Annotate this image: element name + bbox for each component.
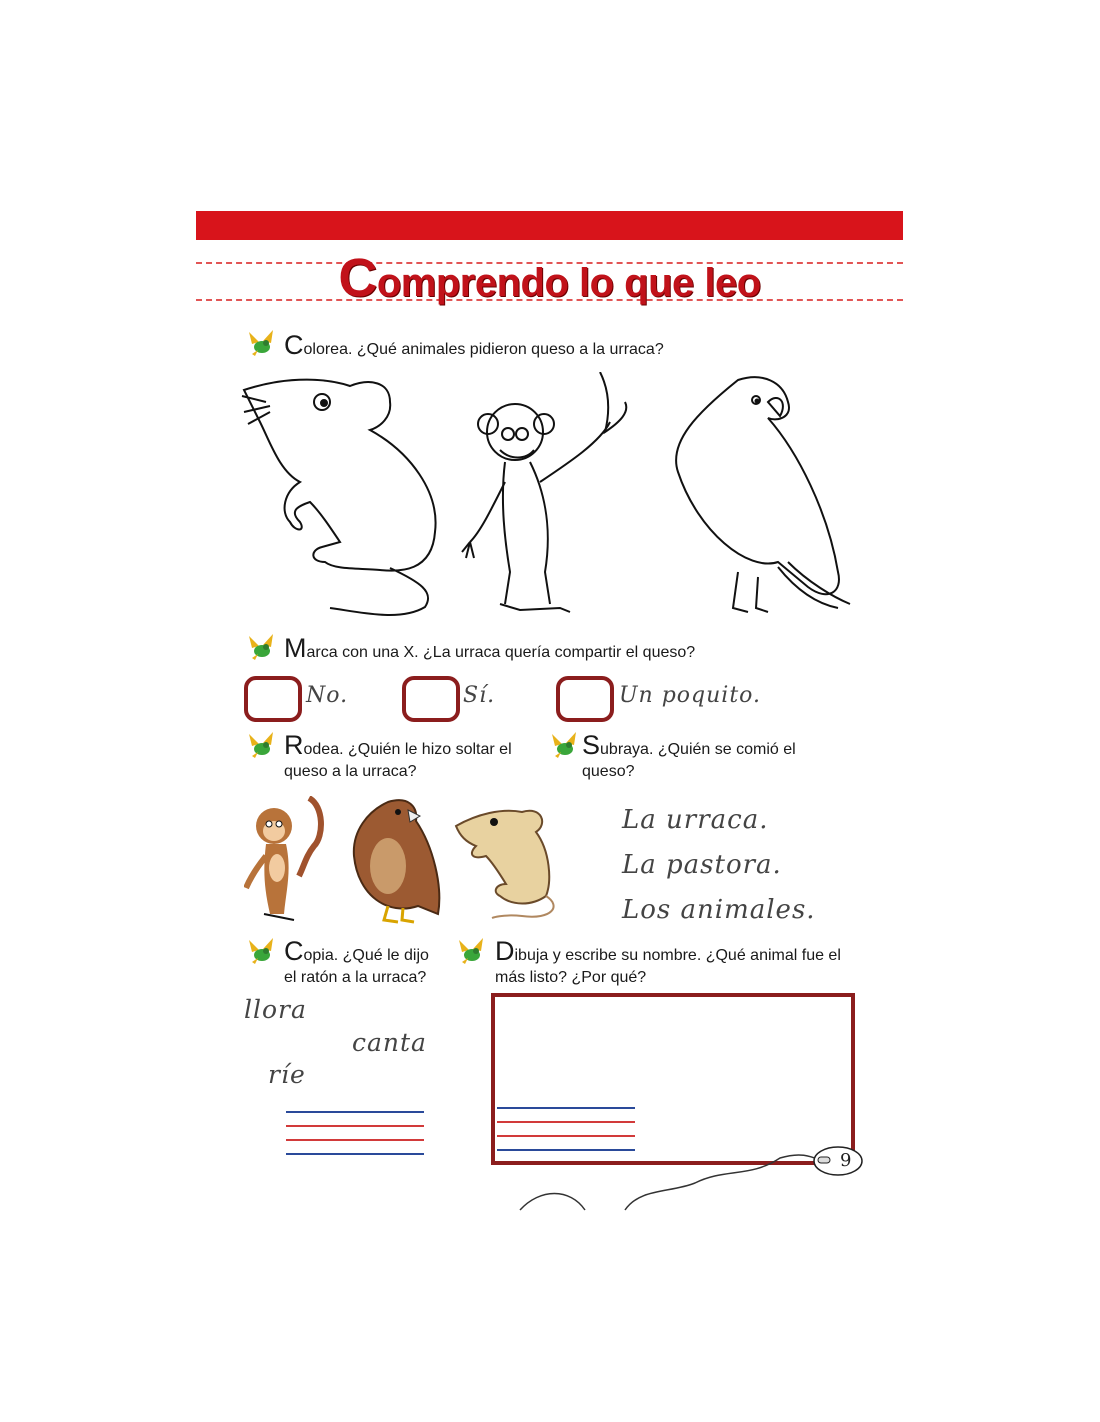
- instruction-subraya: Subraya. ¿Quién se comió el queso?: [582, 730, 796, 780]
- thread-decoration: [510, 1148, 830, 1214]
- instruction-copia: Copia. ¿Qué le dijo el ratón a la urraca?: [284, 936, 429, 986]
- copy-word-rie: ríe: [268, 1060, 306, 1089]
- answer-la-urraca[interactable]: La urraca.: [622, 805, 769, 835]
- monkey-color-drawing[interactable]: [244, 796, 324, 924]
- monkey-outline-drawing: [460, 372, 640, 624]
- mouse-color-drawing[interactable]: [452, 796, 558, 924]
- bee-icon: [456, 936, 486, 966]
- option-no-label: No.: [306, 683, 349, 708]
- instruction-dibuja: Dibuja y escribe su nombre. ¿Qué animal fue el más listo? ¿Por qué?: [495, 936, 841, 986]
- top-red-band: [196, 211, 903, 240]
- option-un-poquito-label: Un poquito.: [619, 683, 762, 708]
- bee-icon: [549, 730, 579, 760]
- copy-word-llora: llora: [244, 995, 307, 1024]
- checkbox-no[interactable]: [244, 676, 302, 722]
- magpie-color-drawing[interactable]: [348, 796, 444, 924]
- answer-la-pastora[interactable]: La pastora.: [622, 850, 782, 880]
- bee-icon: [246, 328, 276, 358]
- answer-los-animales[interactable]: Los animales.: [622, 895, 816, 925]
- bee-icon: [246, 632, 276, 662]
- mouse-outline-drawing: [240, 372, 450, 622]
- copy-writing-lines[interactable]: [286, 1110, 424, 1158]
- instruction-marca: Marca con una X. ¿La urraca quería compartir el queso?: [284, 633, 696, 663]
- name-writing-lines[interactable]: [497, 1106, 635, 1154]
- bee-icon: [246, 730, 276, 760]
- bee-icon: [246, 936, 276, 966]
- page-number: 9: [840, 1150, 852, 1171]
- checkbox-si[interactable]: [402, 676, 460, 722]
- magpie-outline-drawing: [668, 372, 858, 624]
- option-si-label: Sí.: [463, 683, 496, 708]
- checkbox-un-poquito[interactable]: [556, 676, 614, 722]
- copy-word-canta: canta: [352, 1028, 427, 1057]
- page-title: Comprendo lo que leo: [338, 248, 761, 308]
- page-number-badge: [812, 1145, 864, 1177]
- instruction-colorea: Colorea. ¿Qué animales pidieron queso a la urraca?: [284, 330, 664, 360]
- instruction-rodea: Rodea. ¿Quién le hizo soltar el queso a la urraca?: [284, 730, 512, 780]
